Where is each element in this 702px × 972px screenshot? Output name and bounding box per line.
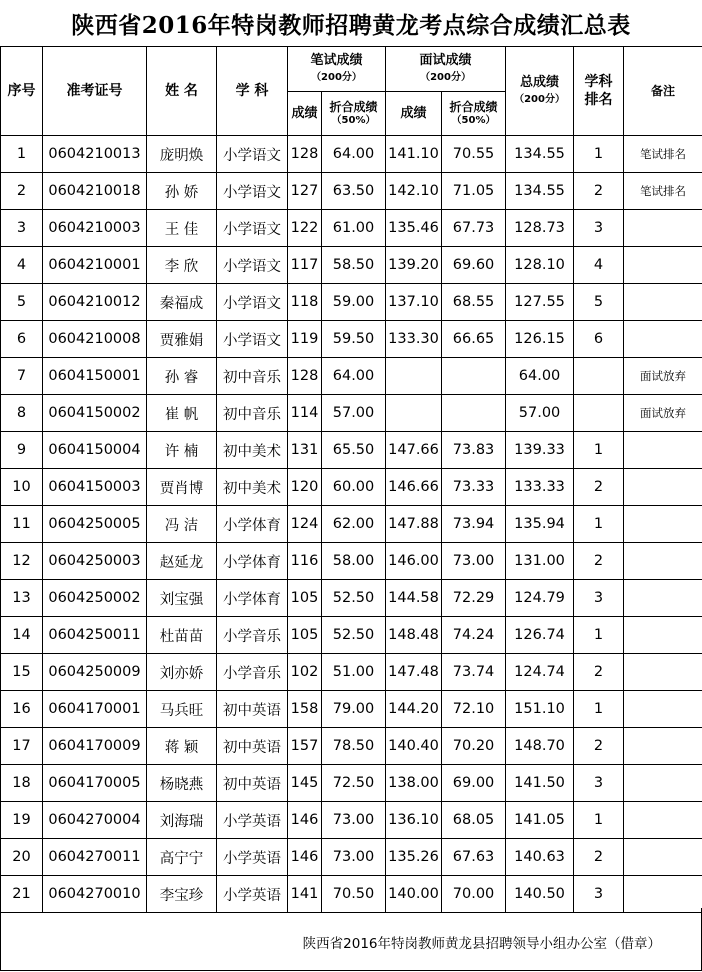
page-title: 陕西省2016年特岗教师招聘黄龙考点综合成绩汇总表 xyxy=(71,11,631,39)
cell-remark xyxy=(624,580,702,617)
cell-seq: 14 xyxy=(1,617,43,654)
cell-written-converted: 57.00 xyxy=(322,395,386,432)
cell-interview-converted: 74.24 xyxy=(442,617,506,654)
cell-name: 崔 帆 xyxy=(147,395,217,432)
cell-seq: 4 xyxy=(1,247,43,284)
cell-written-score: 145 xyxy=(288,765,322,802)
cell-name: 王 佳 xyxy=(147,210,217,247)
cell-name: 刘宝强 xyxy=(147,580,217,617)
header-name: 姓 名 xyxy=(147,47,217,136)
cell-written-converted: 51.00 xyxy=(322,654,386,691)
cell-subject: 小学语文 xyxy=(217,284,288,321)
cell-name: 杜苗苗 xyxy=(147,617,217,654)
cell-subject: 小学语文 xyxy=(217,210,288,247)
cell-written-score: 117 xyxy=(288,247,322,284)
cell-written-converted: 60.00 xyxy=(322,469,386,506)
cell-interview-score: 144.20 xyxy=(386,691,442,728)
cell-exam-no: 0604150002 xyxy=(43,395,147,432)
cell-written-converted: 70.50 xyxy=(322,876,386,913)
cell-name: 秦福成 xyxy=(147,284,217,321)
header-subject: 学 科 xyxy=(217,47,288,136)
cell-exam-no: 0604170005 xyxy=(43,765,147,802)
cell-seq: 21 xyxy=(1,876,43,913)
cell-total: 141.05 xyxy=(506,802,574,839)
cell-subject: 小学体育 xyxy=(217,580,288,617)
cell-remark xyxy=(624,765,702,802)
cell-remark xyxy=(624,839,702,876)
header-interview-score: 成绩 xyxy=(386,92,442,136)
header-total xyxy=(506,47,574,136)
cell-remark xyxy=(624,506,702,543)
cell-remark xyxy=(624,284,702,321)
cell-remark xyxy=(624,432,702,469)
cell-exam-no: 0604250003 xyxy=(43,543,147,580)
header-interview xyxy=(386,47,506,92)
cell-interview-converted: 69.00 xyxy=(442,765,506,802)
cell-name: 孙 睿 xyxy=(147,358,217,395)
cell-seq: 19 xyxy=(1,802,43,839)
cell-seq: 7 xyxy=(1,358,43,395)
cell-written-converted: 72.50 xyxy=(322,765,386,802)
cell-subject: 初中美术 xyxy=(217,469,288,506)
cell-remark xyxy=(624,728,702,765)
cell-interview-converted xyxy=(442,358,506,395)
cell-total: 140.63 xyxy=(506,839,574,876)
cell-interview-converted: 70.55 xyxy=(442,136,506,173)
cell-interview-converted: 67.63 xyxy=(442,839,506,876)
cell-total: 151.10 xyxy=(506,691,574,728)
header-written-sub: （200分） xyxy=(311,72,362,83)
cell-remark xyxy=(624,247,702,284)
table-row xyxy=(1,506,702,543)
cell-seq: 2 xyxy=(1,173,43,210)
table-row xyxy=(1,469,702,506)
header-interview-converted xyxy=(442,92,506,136)
table-row xyxy=(1,210,702,247)
cell-seq: 8 xyxy=(1,395,43,432)
cell-written-score: 128 xyxy=(288,136,322,173)
footer-box xyxy=(0,908,702,971)
cell-written-converted: 58.50 xyxy=(322,247,386,284)
cell-interview-converted: 73.00 xyxy=(442,543,506,580)
cell-exam-no: 0604270011 xyxy=(43,839,147,876)
cell-written-converted: 73.00 xyxy=(322,802,386,839)
cell-subject: 小学语文 xyxy=(217,173,288,210)
cell-seq: 17 xyxy=(1,728,43,765)
cell-total: 139.33 xyxy=(506,432,574,469)
cell-interview-score: 135.26 xyxy=(386,839,442,876)
cell-interview-score: 135.46 xyxy=(386,210,442,247)
table-row xyxy=(1,321,702,358)
cell-total: 126.74 xyxy=(506,617,574,654)
cell-written-score: 141 xyxy=(288,876,322,913)
cell-written-converted: 79.00 xyxy=(322,691,386,728)
cell-subject: 小学英语 xyxy=(217,876,288,913)
cell-interview-converted: 67.73 xyxy=(442,210,506,247)
cell-exam-no: 0604250005 xyxy=(43,506,147,543)
cell-interview-converted: 70.00 xyxy=(442,876,506,913)
cell-seq: 11 xyxy=(1,506,43,543)
cell-name: 李 欣 xyxy=(147,247,217,284)
cell-total: 126.15 xyxy=(506,321,574,358)
table-row xyxy=(1,802,702,839)
cell-seq: 6 xyxy=(1,321,43,358)
cell-name: 贾肖博 xyxy=(147,469,217,506)
cell-rank: 2 xyxy=(574,654,624,691)
cell-exam-no: 0604150004 xyxy=(43,432,147,469)
cell-written-converted: 59.00 xyxy=(322,284,386,321)
cell-exam-no: 0604270004 xyxy=(43,802,147,839)
cell-seq: 20 xyxy=(1,839,43,876)
table-row xyxy=(1,173,702,210)
score-table xyxy=(0,46,702,913)
cell-written-converted: 58.00 xyxy=(322,543,386,580)
cell-seq: 16 xyxy=(1,691,43,728)
cell-written-converted: 59.50 xyxy=(322,321,386,358)
cell-interview-converted: 73.74 xyxy=(442,654,506,691)
cell-interview-score: 142.10 xyxy=(386,173,442,210)
cell-exam-no: 0604210013 xyxy=(43,136,147,173)
cell-remark: 笔试排名 xyxy=(624,173,702,210)
cell-remark xyxy=(624,210,702,247)
cell-exam-no: 0604270010 xyxy=(43,876,147,913)
cell-written-converted: 64.00 xyxy=(322,358,386,395)
cell-exam-no: 0604210012 xyxy=(43,284,147,321)
cell-rank xyxy=(574,358,624,395)
cell-written-score: 158 xyxy=(288,691,322,728)
cell-subject: 初中英语 xyxy=(217,728,288,765)
header-seq: 序号 xyxy=(1,47,43,136)
cell-interview-score: 141.10 xyxy=(386,136,442,173)
cell-rank: 5 xyxy=(574,284,624,321)
cell-seq: 9 xyxy=(1,432,43,469)
cell-name: 李宝珍 xyxy=(147,876,217,913)
cell-total: 135.94 xyxy=(506,506,574,543)
cell-interview-score: 147.48 xyxy=(386,654,442,691)
cell-interview-score xyxy=(386,358,442,395)
cell-rank: 3 xyxy=(574,876,624,913)
cell-subject: 小学语文 xyxy=(217,136,288,173)
header-written-score: 成绩 xyxy=(288,92,322,136)
cell-remark xyxy=(624,654,702,691)
table-row xyxy=(1,580,702,617)
cell-interview-converted: 70.20 xyxy=(442,728,506,765)
header-total-label: 总成绩 xyxy=(520,75,560,90)
cell-rank: 1 xyxy=(574,691,624,728)
header-exam-no: 准考证号 xyxy=(43,47,147,136)
cell-total: 131.00 xyxy=(506,543,574,580)
cell-exam-no: 0604150003 xyxy=(43,469,147,506)
cell-interview-converted: 68.55 xyxy=(442,284,506,321)
cell-total: 134.55 xyxy=(506,173,574,210)
cell-name: 冯 洁 xyxy=(147,506,217,543)
cell-name: 庞明焕 xyxy=(147,136,217,173)
cell-seq: 12 xyxy=(1,543,43,580)
cell-rank: 3 xyxy=(574,580,624,617)
cell-written-score: 114 xyxy=(288,395,322,432)
table-row xyxy=(1,876,702,913)
cell-name: 高宁宁 xyxy=(147,839,217,876)
cell-rank: 3 xyxy=(574,210,624,247)
cell-written-score: 118 xyxy=(288,284,322,321)
cell-subject: 小学英语 xyxy=(217,839,288,876)
cell-remark xyxy=(624,876,702,913)
header-interview-converted-label: 折合成绩 xyxy=(449,99,498,114)
cell-rank: 1 xyxy=(574,506,624,543)
cell-written-score: 127 xyxy=(288,173,322,210)
cell-subject: 小学语文 xyxy=(217,247,288,284)
cell-seq: 13 xyxy=(1,580,43,617)
cell-interview-score: 147.88 xyxy=(386,506,442,543)
cell-exam-no: 0604170009 xyxy=(43,728,147,765)
cell-subject: 小学体育 xyxy=(217,506,288,543)
cell-rank: 4 xyxy=(574,247,624,284)
cell-total: 128.10 xyxy=(506,247,574,284)
cell-interview-converted: 66.65 xyxy=(442,321,506,358)
table-row xyxy=(1,728,702,765)
cell-interview-score: 140.40 xyxy=(386,728,442,765)
cell-total: 64.00 xyxy=(506,358,574,395)
cell-written-converted: 52.50 xyxy=(322,580,386,617)
cell-total: 133.33 xyxy=(506,469,574,506)
cell-written-score: 120 xyxy=(288,469,322,506)
cell-rank: 1 xyxy=(574,432,624,469)
cell-total: 124.79 xyxy=(506,580,574,617)
cell-interview-score: 136.10 xyxy=(386,802,442,839)
cell-total: 127.55 xyxy=(506,284,574,321)
cell-interview-score: 138.00 xyxy=(386,765,442,802)
cell-rank: 2 xyxy=(574,728,624,765)
cell-total: 141.50 xyxy=(506,765,574,802)
cell-subject: 初中音乐 xyxy=(217,395,288,432)
cell-exam-no: 0604210001 xyxy=(43,247,147,284)
header-written-converted-label: 折合成绩 xyxy=(329,99,378,114)
cell-interview-score: 137.10 xyxy=(386,284,442,321)
cell-interview-converted: 72.10 xyxy=(442,691,506,728)
cell-subject: 小学音乐 xyxy=(217,654,288,691)
cell-written-converted: 52.50 xyxy=(322,617,386,654)
cell-written-score: 146 xyxy=(288,839,322,876)
table-row xyxy=(1,247,702,284)
cell-total: 124.74 xyxy=(506,654,574,691)
cell-interview-converted: 69.60 xyxy=(442,247,506,284)
cell-total: 148.70 xyxy=(506,728,574,765)
cell-remark: 面试放弃 xyxy=(624,358,702,395)
cell-total: 128.73 xyxy=(506,210,574,247)
cell-seq: 3 xyxy=(1,210,43,247)
cell-name: 许 楠 xyxy=(147,432,217,469)
cell-rank: 2 xyxy=(574,543,624,580)
cell-interview-converted: 73.83 xyxy=(442,432,506,469)
cell-name: 贾雅娟 xyxy=(147,321,217,358)
header-interview-label: 面试成绩 xyxy=(419,53,472,68)
header-written-label: 笔试成绩 xyxy=(310,53,363,68)
cell-exam-no: 0604210008 xyxy=(43,321,147,358)
cell-rank: 2 xyxy=(574,839,624,876)
cell-total: 134.55 xyxy=(506,136,574,173)
table-row xyxy=(1,432,702,469)
cell-written-score: 105 xyxy=(288,617,322,654)
cell-seq: 1 xyxy=(1,136,43,173)
header-remark: 备注 xyxy=(624,47,702,136)
header-written xyxy=(288,47,386,92)
cell-remark xyxy=(624,802,702,839)
cell-interview-score: 140.00 xyxy=(386,876,442,913)
cell-written-score: 105 xyxy=(288,580,322,617)
cell-remark xyxy=(624,543,702,580)
cell-interview-converted xyxy=(442,395,506,432)
cell-remark: 笔试排名 xyxy=(624,136,702,173)
header-rank-label: 学科排名 xyxy=(584,74,613,108)
cell-name: 马兵旺 xyxy=(147,691,217,728)
cell-rank: 2 xyxy=(574,173,624,210)
cell-subject: 小学体育 xyxy=(217,543,288,580)
cell-interview-converted: 72.29 xyxy=(442,580,506,617)
cell-subject: 小学音乐 xyxy=(217,617,288,654)
header-rank xyxy=(574,47,624,136)
cell-interview-score: 144.58 xyxy=(386,580,442,617)
cell-written-converted: 78.50 xyxy=(322,728,386,765)
cell-subject: 初中美术 xyxy=(217,432,288,469)
cell-remark xyxy=(624,321,702,358)
cell-subject: 初中英语 xyxy=(217,765,288,802)
cell-written-score: 146 xyxy=(288,802,322,839)
cell-seq: 18 xyxy=(1,765,43,802)
table-row xyxy=(1,617,702,654)
cell-written-converted: 63.50 xyxy=(322,173,386,210)
cell-written-score: 157 xyxy=(288,728,322,765)
cell-rank: 1 xyxy=(574,802,624,839)
table-row xyxy=(1,654,702,691)
cell-exam-no: 0604250002 xyxy=(43,580,147,617)
cell-exam-no: 0604250009 xyxy=(43,654,147,691)
cell-rank: 2 xyxy=(574,469,624,506)
cell-written-score: 124 xyxy=(288,506,322,543)
cell-name: 刘亦娇 xyxy=(147,654,217,691)
cell-total: 57.00 xyxy=(506,395,574,432)
table-row xyxy=(1,543,702,580)
cell-subject: 初中音乐 xyxy=(217,358,288,395)
cell-exam-no: 0604170001 xyxy=(43,691,147,728)
cell-interview-converted: 68.05 xyxy=(442,802,506,839)
header-total-sub: （200分） xyxy=(514,94,565,105)
cell-seq: 15 xyxy=(1,654,43,691)
cell-seq: 10 xyxy=(1,469,43,506)
cell-written-score: 119 xyxy=(288,321,322,358)
cell-exam-no: 0604150001 xyxy=(43,358,147,395)
cell-subject: 小学语文 xyxy=(217,321,288,358)
header-written-converted xyxy=(322,92,386,136)
cell-interview-converted: 71.05 xyxy=(442,173,506,210)
cell-written-score: 116 xyxy=(288,543,322,580)
cell-interview-score: 146.00 xyxy=(386,543,442,580)
cell-written-score: 102 xyxy=(288,654,322,691)
cell-interview-score: 133.30 xyxy=(386,321,442,358)
table-row xyxy=(1,395,702,432)
cell-name: 赵延龙 xyxy=(147,543,217,580)
score-rows xyxy=(1,136,702,913)
cell-exam-no: 0604250011 xyxy=(43,617,147,654)
cell-written-converted: 64.00 xyxy=(322,136,386,173)
header-interview-sub: （200分） xyxy=(420,72,471,83)
cell-remark xyxy=(624,469,702,506)
cell-interview-converted: 73.33 xyxy=(442,469,506,506)
cell-rank: 1 xyxy=(574,136,624,173)
header-interview-converted-sub: （50%） xyxy=(451,114,496,126)
table-row xyxy=(1,691,702,728)
cell-subject: 初中英语 xyxy=(217,691,288,728)
cell-seq: 5 xyxy=(1,284,43,321)
cell-remark xyxy=(624,691,702,728)
cell-interview-score: 146.66 xyxy=(386,469,442,506)
table-row xyxy=(1,358,702,395)
cell-interview-converted: 73.94 xyxy=(442,506,506,543)
header-row-1 xyxy=(1,47,702,92)
cell-rank xyxy=(574,395,624,432)
cell-written-converted: 65.50 xyxy=(322,432,386,469)
cell-name: 杨晓燕 xyxy=(147,765,217,802)
cell-name: 孙 娇 xyxy=(147,173,217,210)
cell-exam-no: 0604210018 xyxy=(43,173,147,210)
cell-rank: 6 xyxy=(574,321,624,358)
cell-remark xyxy=(624,617,702,654)
cell-rank: 1 xyxy=(574,617,624,654)
table-row xyxy=(1,136,702,173)
cell-name: 刘海瑞 xyxy=(147,802,217,839)
cell-written-converted: 62.00 xyxy=(322,506,386,543)
cell-subject: 小学英语 xyxy=(217,802,288,839)
table-row xyxy=(1,284,702,321)
cell-interview-score: 148.48 xyxy=(386,617,442,654)
cell-interview-score: 139.20 xyxy=(386,247,442,284)
cell-interview-score: 147.66 xyxy=(386,432,442,469)
footer-issuer: 陕西省2016年特岗教师黄龙县招聘领导小组办公室（借章） xyxy=(302,936,661,952)
cell-exam-no: 0604210003 xyxy=(43,210,147,247)
cell-total: 140.50 xyxy=(506,876,574,913)
cell-written-score: 122 xyxy=(288,210,322,247)
cell-interview-score xyxy=(386,395,442,432)
cell-name: 蒋 颖 xyxy=(147,728,217,765)
cell-written-converted: 61.00 xyxy=(322,210,386,247)
cell-written-score: 131 xyxy=(288,432,322,469)
cell-written-converted: 73.00 xyxy=(322,839,386,876)
table-row xyxy=(1,765,702,802)
table-row xyxy=(1,839,702,876)
cell-written-score: 128 xyxy=(288,358,322,395)
cell-remark: 面试放弃 xyxy=(624,395,702,432)
cell-rank: 3 xyxy=(574,765,624,802)
header-written-converted-sub: （50%） xyxy=(331,114,376,126)
